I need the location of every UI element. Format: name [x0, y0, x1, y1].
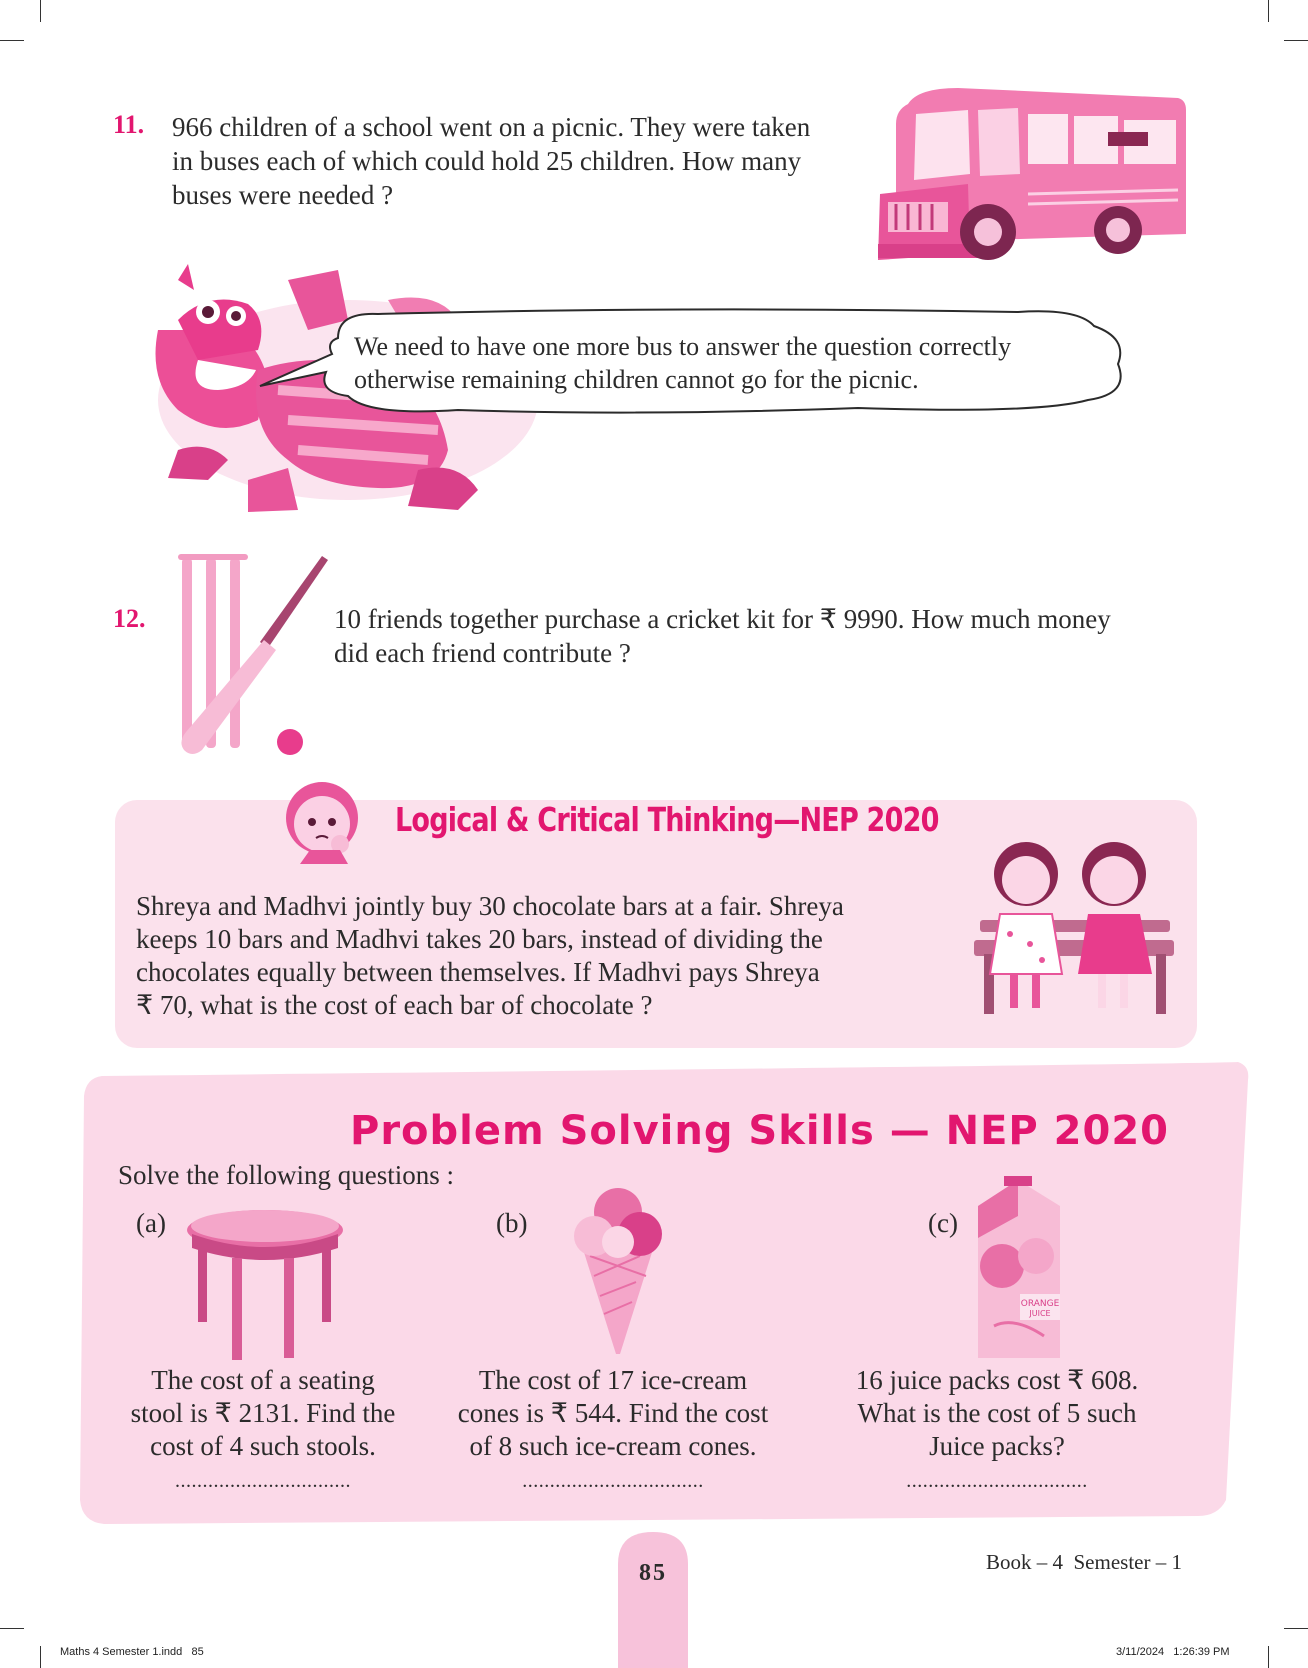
speech-bubble-text: [354, 330, 1011, 396]
item-c-label: (c): [928, 1208, 958, 1238]
item-b-line: cones is ₹ 544. Find the cost: [457, 1398, 769, 1428]
juice-label-orange: ORANGE: [1020, 1299, 1060, 1309]
item-b-text: [448, 1364, 778, 1463]
page-number-tab: [618, 1532, 688, 1668]
print-slug-date: 3/11/2024 1:26:39 PM: [1116, 1646, 1230, 1658]
page-number: 85: [639, 1560, 667, 1586]
item-c-line: Juice packs?: [929, 1431, 1065, 1461]
logical-line: ₹ 70, what is the cost of each bar of chocolate ?: [136, 990, 653, 1020]
speech-line: We need to have one more bus to answer the question correctly: [354, 332, 1012, 361]
logical-line: Shreya and Madhvi jointly buy 30 chocolate bars at a fair. Shreya: [136, 891, 844, 921]
item-b-line: of 8 such ice-cream cones.: [469, 1431, 757, 1461]
item-c-line: 16 juice packs cost ₹ 608.: [855, 1365, 1139, 1395]
logical-line: keeps 10 bars and Madhvi takes 20 bars, instead of dividing the: [136, 924, 823, 954]
item-b-answer-line: .................................: [522, 1470, 704, 1492]
juice-label-juice: JUICE: [1029, 1309, 1051, 1318]
item-c-text: [832, 1364, 1162, 1463]
thinking-girl-icon: [280, 772, 362, 864]
question-12-text: [334, 602, 1111, 670]
item-c-answer-line: .................................: [906, 1470, 1088, 1492]
question-12-number: 12.: [113, 604, 146, 633]
ice-cream-cone-illustration: [570, 1186, 666, 1356]
question-11-line: 966 children of a school went on a picnic. They were taken: [172, 112, 811, 142]
book-info: Book – 4 Semester – 1: [986, 1550, 1182, 1574]
item-b-line: The cost of 17 ice-cream: [478, 1365, 748, 1395]
bus-illustration: [878, 84, 1190, 270]
question-12-line: did each friend contribute ?: [334, 638, 631, 668]
logical-thinking-text: [136, 890, 956, 1022]
print-slug-file: Maths 4 Semester 1.indd 85: [60, 1646, 204, 1658]
question-12-line: 10 friends together purchase a cricket kit for ₹ 9990. How much money: [334, 604, 1111, 634]
question-11-line: in buses each of which could hold 25 children. How many: [172, 146, 802, 176]
problem-solving-title: Problem Solving Skills — NEP 2020: [350, 1108, 1169, 1154]
item-a-line: The cost of a seating: [151, 1365, 375, 1395]
juice-pack-illustration: [974, 1176, 1064, 1362]
item-a-answer-line: ................................: [175, 1470, 351, 1492]
stool-illustration: [184, 1208, 346, 1362]
item-a-line: stool is ₹ 2131. Find the: [130, 1398, 396, 1428]
item-a-text: [98, 1364, 428, 1463]
problem-solving-intro: Solve the following questions :: [118, 1160, 454, 1190]
speech-line: otherwise remaining children cannot go for the picnic.: [354, 365, 919, 394]
logical-line: chocolates equally between themselves. If Madhvi pays Shreya: [136, 957, 820, 987]
item-c-line: What is the cost of 5 such: [857, 1398, 1137, 1428]
question-11-text: [172, 110, 810, 212]
item-a-line: cost of 4 such stools.: [150, 1431, 376, 1461]
question-11-number: 11.: [113, 110, 145, 139]
item-b-label: (b): [496, 1208, 528, 1238]
girls-on-bench-illustration: [970, 834, 1182, 1024]
question-11-line: buses were needed ?: [172, 180, 394, 210]
logical-thinking-title: Logical & Critical Thinking—NEP 2020: [395, 800, 939, 839]
cricket-kit-illustration: [172, 552, 332, 762]
item-a-label: (a): [136, 1208, 166, 1238]
